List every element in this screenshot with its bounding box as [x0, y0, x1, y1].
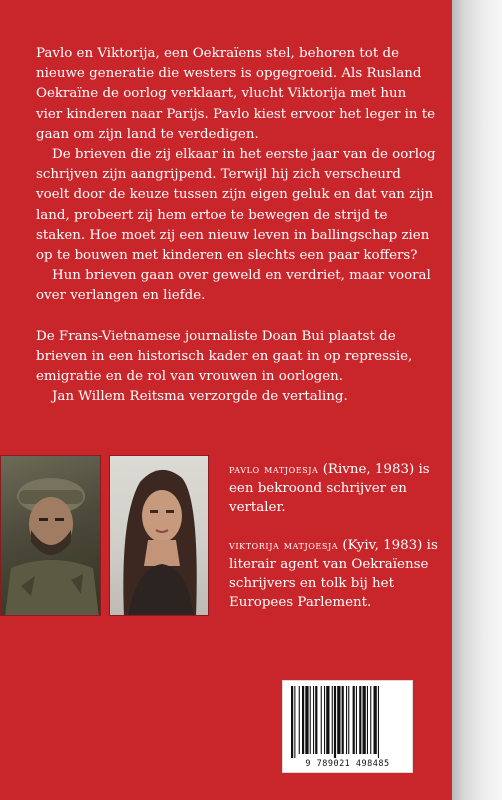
- soldier-portrait-image: [1, 456, 101, 616]
- author-bio-pavlo: [229, 460, 445, 517]
- blurb-text: [36, 44, 436, 407]
- author-bio-text-pavlo: (Rivne, 1983) is een bekroond schrijver en vertaler.: [229, 462, 430, 515]
- woman-portrait-image: [110, 456, 209, 616]
- author-name-pavlo: pavlo matjoesja: [229, 462, 319, 476]
- author-bio-text-viktorija: (Kyiv, 1983) is literair agent van Oekraïense schrijvers en tolk bij het Europees Parlement.: [229, 538, 438, 610]
- blurb-paragraph-2: De brieven die zij elkaar in het eerste jaar van de oorlog schrijven zijn aangrijpend. Terwijl hij zich verscheurd voelt door de keuze tussen zijn eigen geluk en dat van zijn land, probeert zij hem ertoe te bewegen de strijd te staken. Hoe moet zij een nieuw leven in ballingschap zien op te bouwen met kinderen en slechts een paar koffers?: [36, 147, 436, 264]
- blurb-paragraph-3: Hun brieven gaan over geweld en verdriet, maar vooral over verlangen en liefde.: [36, 268, 431, 304]
- blurb-paragraph-1: Pavlo en Viktorija, een Oekraïens stel, behoren tot de nieuwe generatie die westers is opgegroeid. Als Rusland Oekraïne de oorlog verklaart, vlucht Viktorija met hun vier kinderen naar Parijs. Pavlo kiest ervoor het leger in te gaan om zijn land te verdedigen.: [36, 46, 436, 142]
- author-bio-viktorija: [229, 536, 445, 612]
- author-photo-viktorija: [109, 455, 209, 616]
- book-spine-edge: [452, 0, 502, 800]
- isbn-barcode: [282, 680, 413, 773]
- barcode-bars: [291, 686, 406, 758]
- isbn-number: 9 789021 498485: [305, 759, 390, 769]
- author-name-viktorija: viktorija matjoesja: [229, 538, 339, 552]
- blurb-paragraph-4: De Frans-Vietnamese journaliste Doan Bui plaatst de brieven in een historisch kader en gaat in op repressie, emigratie en de rol van vrouwen in oorlogen.: [36, 328, 413, 385]
- author-photo-pavlo: [0, 455, 101, 616]
- translator-credit: Jan Willem Reitsma verzorgde de vertaling.: [52, 389, 348, 405]
